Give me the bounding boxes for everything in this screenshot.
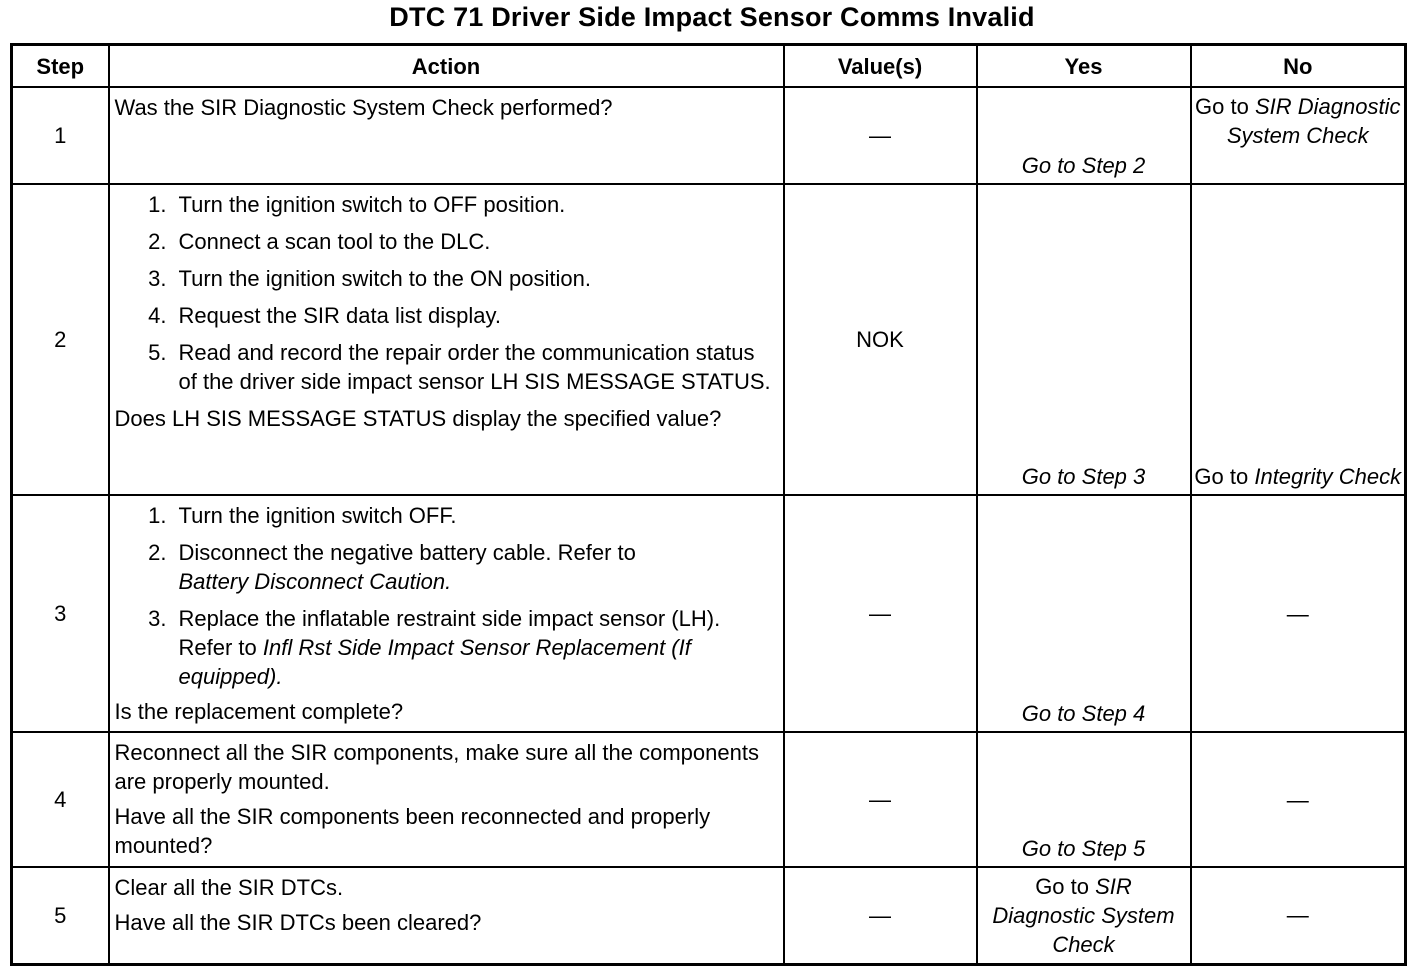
yes-cell (977, 184, 1191, 495)
action-question: Have all the SIR components been reconnected and properly mounted? (114, 804, 711, 858)
action-cell (109, 184, 784, 495)
yes-cell (977, 495, 1191, 732)
value-cell: — (784, 867, 977, 964)
step-number: 1 (12, 87, 109, 184)
header-action: Action (109, 45, 784, 88)
item-text: Replace the inflatable restraint side impact sensor (LH). Refer to (178, 606, 721, 660)
yes-link-prefix: Go to (1035, 874, 1089, 899)
item-text: Turn the ignition switch to the ON position. (178, 266, 591, 291)
table-row (12, 732, 1406, 867)
procedure-list (115, 190, 773, 396)
item-text: Request the SIR data list display. (178, 303, 501, 328)
yes-cell (977, 867, 1191, 964)
value-cell: — (784, 732, 977, 867)
header-yes: Yes (977, 45, 1191, 88)
list-item (115, 338, 773, 396)
no-cell (1191, 495, 1406, 732)
step-number: 5 (12, 867, 109, 964)
page-title: DTC 71 Driver Side Impact Sensor Comms Invalid (389, 2, 1035, 32)
table-row (12, 184, 1406, 495)
reference-link[interactable]: Battery Disconnect Caution. (178, 569, 452, 594)
action-cell (109, 87, 784, 184)
list-item (115, 190, 773, 219)
diagnostic-table (10, 43, 1407, 966)
header-no: No (1191, 45, 1406, 88)
table-row (12, 87, 1406, 184)
action-instruction: Reconnect all the SIR components, make sure all the components are properly mounted. (114, 740, 759, 794)
no-link[interactable] (1192, 462, 1405, 491)
action-instruction: Clear all the SIR DTCs. (114, 875, 344, 900)
step-number: 2 (12, 184, 109, 495)
reference-link[interactable]: Infl Rst Side Impact Sensor Replacement (If equipped). (178, 635, 691, 689)
no-link-target: SIR Diagnostic System Check (1226, 94, 1401, 148)
yes-link[interactable]: Go to Step 2 (1021, 153, 1146, 178)
action-question: Have all the SIR DTCs been cleared? (114, 910, 482, 935)
no-cell (1191, 87, 1406, 184)
list-item (115, 227, 773, 256)
item-text: Connect a scan tool to the DLC. (178, 229, 491, 254)
item-number: 2. (148, 229, 167, 254)
action-question: Does LH SIS MESSAGE STATUS display the specified value? (114, 406, 722, 431)
no-cell (1191, 184, 1406, 495)
header-values: Value(s) (784, 45, 977, 88)
item-text: Read and record the repair order the communication status of the driver side impact sensor LH SIS MESSAGE STATUS. (178, 340, 771, 394)
list-item (115, 264, 773, 293)
value-cell: — (784, 495, 977, 732)
no-value: — (1286, 601, 1309, 626)
yes-link[interactable] (978, 868, 1190, 959)
table-row (12, 867, 1406, 964)
item-number: 1. (148, 192, 167, 217)
item-number: 2. (148, 540, 167, 565)
list-item (115, 501, 773, 530)
header-step: Step (12, 45, 109, 88)
procedure-list (115, 501, 773, 691)
value-cell: — (784, 87, 977, 184)
table-header-row (12, 45, 1406, 88)
step-number: 3 (12, 495, 109, 732)
no-link-prefix: Go to (1194, 464, 1249, 489)
no-link-prefix: Go to (1195, 94, 1249, 119)
list-item (115, 301, 773, 330)
list-item (115, 538, 773, 596)
yes-link[interactable]: Go to Step 5 (1021, 836, 1146, 861)
item-number: 1. (148, 503, 167, 528)
yes-link[interactable]: Go to Step 4 (1021, 701, 1146, 726)
yes-cell (977, 732, 1191, 867)
value-cell: NOK (784, 184, 977, 495)
yes-cell (977, 87, 1191, 184)
item-number: 4. (148, 303, 167, 328)
action-question: Was the SIR Diagnostic System Check performed? (114, 95, 613, 120)
table-row (12, 495, 1406, 732)
action-question: Is the replacement complete? (114, 699, 404, 724)
list-item (115, 604, 773, 691)
yes-link[interactable]: Go to Step 3 (1021, 464, 1146, 489)
no-value: — (1286, 787, 1309, 812)
action-cell (109, 732, 784, 867)
item-number: 5. (148, 340, 167, 365)
no-link[interactable] (1192, 88, 1405, 150)
no-cell (1191, 732, 1406, 867)
no-value: — (1286, 902, 1309, 928)
no-link-target: Integrity Check (1254, 464, 1402, 489)
item-text: Turn the ignition switch to OFF position. (178, 192, 566, 217)
item-text: Turn the ignition switch OFF. (178, 503, 457, 528)
item-number: 3. (148, 606, 167, 631)
step-number: 4 (12, 732, 109, 867)
item-text: Disconnect the negative battery cable. Refer to (178, 540, 636, 565)
yes-link-target: SIR Diagnostic System Check (992, 874, 1175, 957)
item-number: 3. (148, 266, 167, 291)
action-cell (109, 867, 784, 964)
no-cell (1191, 867, 1406, 964)
action-cell (109, 495, 784, 732)
